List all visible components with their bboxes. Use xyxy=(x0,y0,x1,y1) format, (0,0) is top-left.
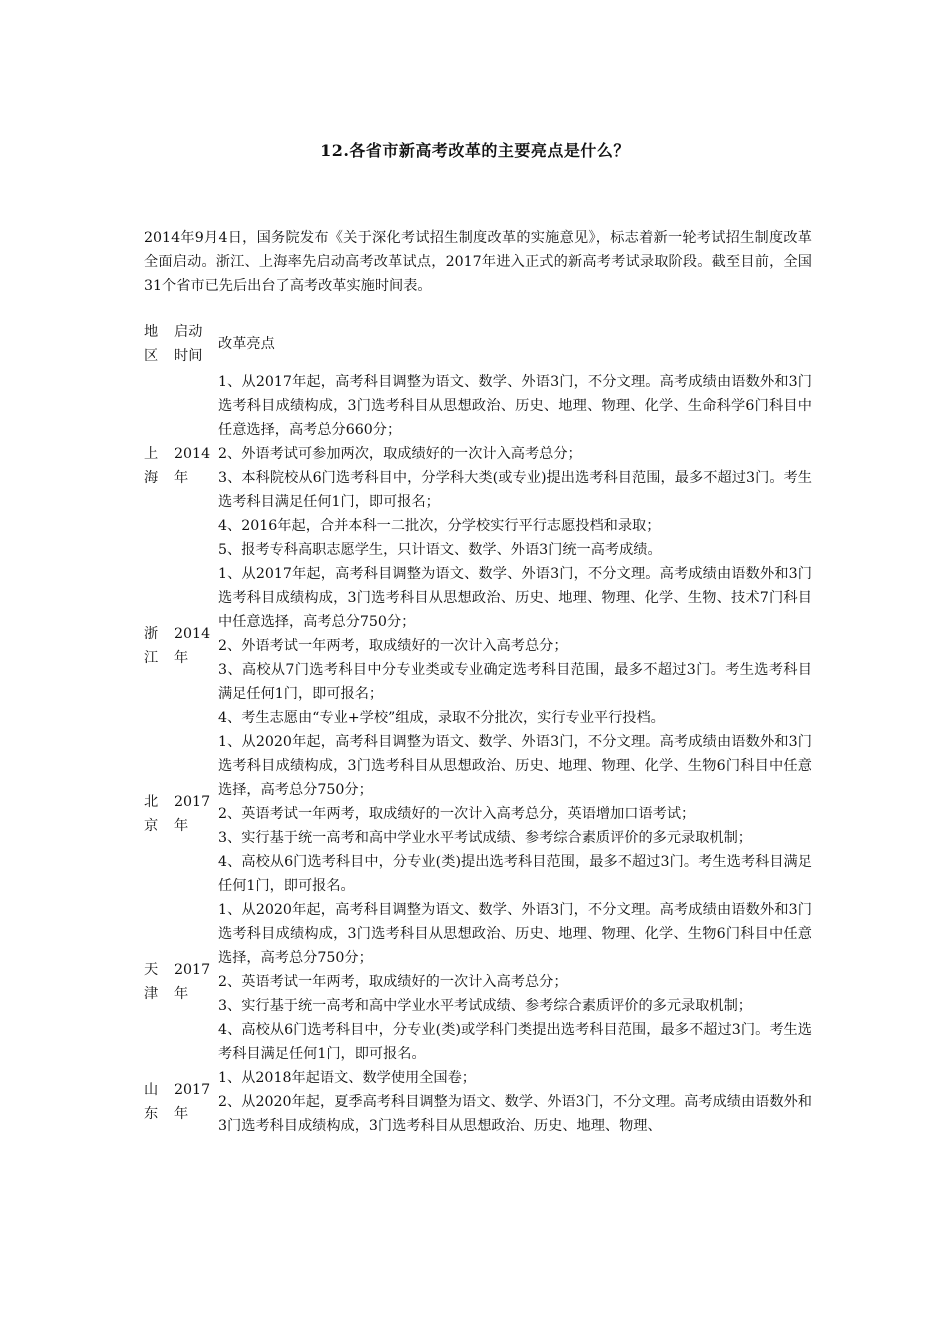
table-row xyxy=(144,562,812,730)
table-row xyxy=(144,370,812,562)
reform-points-cell xyxy=(218,730,812,898)
document-title: 12.各省市新高考改革的主要亮点是什么？ xyxy=(320,141,630,160)
region-cell: 浙江 xyxy=(144,626,159,666)
reform-point: 1、从2020年起，高考科目调整为语文、数学、外语3门，不分文理。高考成绩由语数外和3门选考科目成绩构成，3门选考科目从思想政治、历史、地理、物理、化学、生物6门科目中任意选择，高考总分750分； xyxy=(218,734,812,798)
reform-point: 4、高校从6门选考科目中，分专业(类)或学科门类提出选考科目范围，最多不超过3门。考生选考科目满足任何1门，即可报名。 xyxy=(218,1022,812,1062)
header-reform-points: 改革亮点 xyxy=(218,336,275,352)
start-time-cell: 2014年 xyxy=(174,446,211,486)
reform-point: 3、实行基于统一高考和高中学业水平考试成绩、参考综合素质评价的多元录取机制； xyxy=(218,998,752,1014)
region-cell: 北京 xyxy=(144,794,159,834)
header-start-time: 启动时间 xyxy=(174,324,203,364)
intro-paragraph: 2014年9月4日，国务院发布《关于深化考试招生制度改革的实施意见》，标志着新一轮考试招生制度改革全面启动。浙江、上海率先启动高考改革试点，2017年进入正式的新高考考试录取阶段。截至目前，全国31个省市已先后出台了高考改革实施时间表。 xyxy=(144,230,812,294)
reform-points-cell xyxy=(218,898,812,1066)
reform-point: 2、外语考试可参加两次，取成绩好的一次计入高考总分； xyxy=(218,446,582,462)
reform-point: 3、实行基于统一高考和高中学业水平考试成绩、参考综合素质评价的多元录取机制； xyxy=(218,830,752,846)
reform-point: 2、外语考试一年两考，取成绩好的一次计入高考总分； xyxy=(218,638,568,654)
reform-point: 1、从2018年起语文、数学使用全国卷； xyxy=(218,1070,476,1086)
reform-table xyxy=(144,370,812,1138)
reform-points-cell xyxy=(218,1066,812,1138)
start-time-cell: 2017年 xyxy=(174,794,211,834)
reform-point: 1、从2020年起，高考科目调整为语文、数学、外语3门，不分文理。高考成绩由语数外和3门选考科目成绩构成，3门选考科目从思想政治、历史、地理、物理、化学、生物6门科目中任意选择，高考总分750分； xyxy=(218,902,812,966)
region-cell: 天津 xyxy=(144,962,159,1002)
reform-point: 1、从2017年起，高考科目调整为语文、数学、外语3门，不分文理。高考成绩由语数外和3门选考科目成绩构成，3门选考科目从思想政治、历史、地理、物理、化学、生命科学6门科目中任意选择，高考总分660分； xyxy=(218,374,812,438)
reform-point: 2、从2020年起，夏季高考科目调整为语文、数学、外语3门，不分文理。高考成绩由语数外和3门选考科目成绩构成，3门选考科目从思想政治、历史、地理、物理、 xyxy=(218,1094,812,1134)
reform-point: 4、考生志愿由“专业+学校”组成，录取不分批次，实行专业平行投档。 xyxy=(218,710,665,726)
reform-point: 4、2016年起，合并本科一二批次，分学校实行平行志愿投档和录取； xyxy=(218,518,661,534)
region-cell: 上海 xyxy=(144,446,159,486)
table-header xyxy=(144,318,812,368)
reform-point: 2、英语考试一年两考，取成绩好的一次计入高考总分，英语增加口语考试； xyxy=(218,806,696,822)
start-time-cell: 2014年 xyxy=(174,626,211,666)
start-time-cell: 2017年 xyxy=(174,962,211,1002)
reform-points-cell xyxy=(218,370,812,562)
reform-point: 3、高校从7门选考科目中分专业类或专业确定选考科目范围，最多不超过3门。考生选考科目满足任何1门，即可报名； xyxy=(218,662,812,702)
reform-point: 4、高校从6门选考科目中，分专业(类)提出选考科目范围，最多不超过3门。考生选考科目满足任何1门，即可报名。 xyxy=(218,854,812,894)
reform-point: 1、从2017年起，高考科目调整为语文、数学、外语3门，不分文理。高考成绩由语数外和3门选考科目成绩构成，3门选考科目从思想政治、历史、地理、物理、化学、生物、技术7门科目中任意选择，高考总分750分； xyxy=(218,566,812,630)
region-cell: 山东 xyxy=(144,1082,159,1122)
table-row xyxy=(144,730,812,898)
reform-points-cell xyxy=(218,562,812,730)
reform-point: 2、英语考试一年两考，取成绩好的一次计入高考总分； xyxy=(218,974,568,990)
reform-point: 5、报考专科高职志愿学生，只计语文、数学、外语3门统一高考成绩。 xyxy=(218,542,662,558)
header-region: 地区 xyxy=(144,324,159,364)
table-row xyxy=(144,898,812,1066)
reform-point: 3、本科院校从6门选考科目中，分学科大类(或专业)提出选考科目范围，最多不超过3门。考生选考科目满足任何1门，即可报名； xyxy=(218,470,812,510)
table-row xyxy=(144,1066,812,1138)
start-time-cell: 2017年 xyxy=(174,1082,211,1122)
